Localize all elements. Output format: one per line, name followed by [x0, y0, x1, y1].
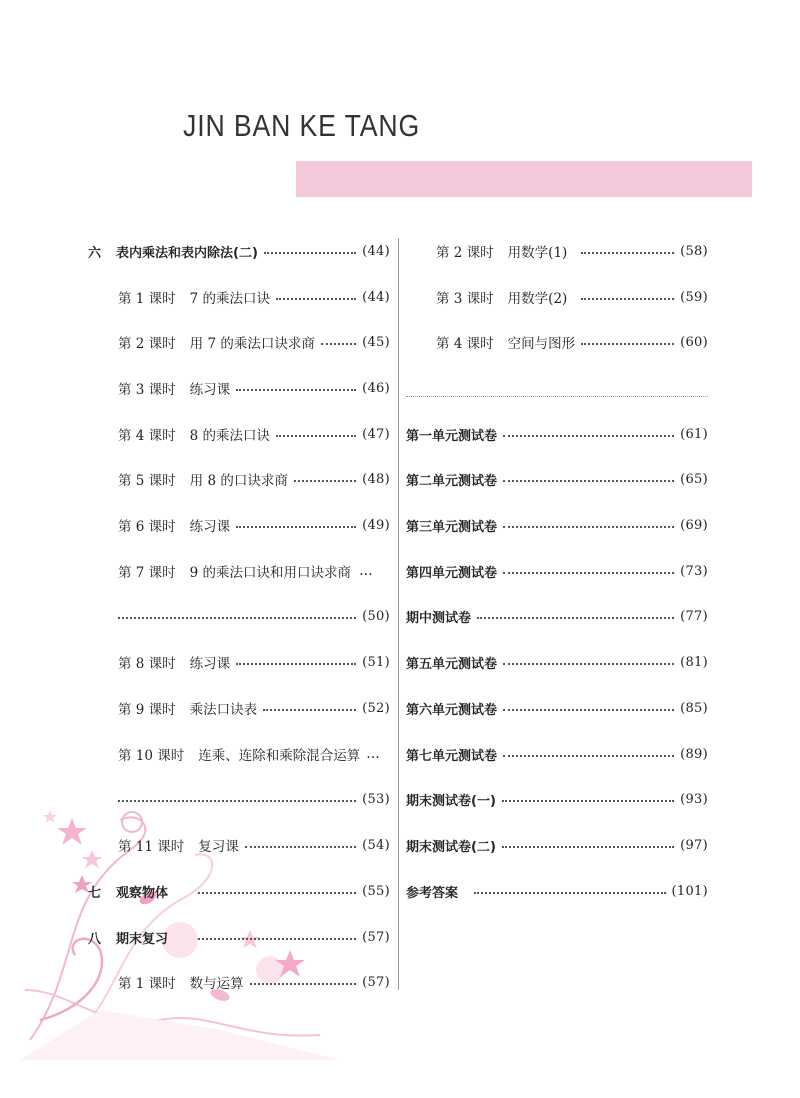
page-number: (53): [362, 791, 390, 807]
toc-lesson-11[interactable]: [118, 834, 390, 856]
lesson-label: 第 2 课时: [118, 336, 176, 352]
lesson-label: 第 1 课时: [118, 976, 176, 992]
lesson-title: 连乘、连除和乘除混合运算: [198, 748, 361, 764]
test-title: 第五单元测试卷: [406, 656, 498, 672]
page-number: (47): [362, 426, 390, 442]
dot-leader: [503, 655, 674, 665]
page-number: (54): [362, 837, 390, 853]
page-number: (77): [680, 608, 708, 624]
page-number: (65): [680, 471, 708, 487]
toc-lesson-1[interactable]: [118, 286, 390, 308]
chapter-number: 八: [88, 931, 102, 947]
lesson-label: 第 2 课时: [436, 245, 494, 261]
lesson-title: 9 的乘法口诀和用口诀求商: [189, 565, 352, 581]
chapter-number: 七: [88, 885, 102, 901]
dot-leader: [198, 930, 356, 940]
chapter-number: 六: [88, 245, 102, 261]
test-title: 第七单元测试卷: [406, 748, 498, 764]
page-number: (52): [362, 700, 390, 716]
page-number: (60): [680, 334, 708, 350]
lesson-title: 用数学(1): [507, 245, 568, 261]
page-number: (51): [362, 654, 390, 670]
page-number: (57): [362, 929, 390, 945]
page-number: (50): [362, 608, 390, 624]
toc-lesson-6[interactable]: [118, 514, 390, 536]
test-title: 第二单元测试卷: [406, 473, 498, 489]
dot-leader: [263, 701, 356, 711]
page-number: (81): [680, 654, 708, 670]
toc-test-unit-3[interactable]: [406, 514, 708, 536]
dot-leader: [503, 427, 674, 437]
toc-chapter-6[interactable]: [88, 240, 390, 262]
toc-review-lesson-3[interactable]: [436, 286, 708, 308]
page-number: (48): [362, 471, 390, 487]
toc-test-unit-1[interactable]: [406, 423, 708, 445]
dot-leader: [502, 838, 674, 848]
toc-lesson-9[interactable]: [118, 697, 390, 719]
test-title: 参考答案: [406, 885, 459, 901]
dot-leader: [502, 792, 674, 802]
toc-review-lesson-2[interactable]: [436, 240, 708, 262]
toc-test-unit-4[interactable]: [406, 560, 708, 582]
toc-test-midterm[interactable]: [406, 605, 708, 627]
lesson-label: 第 10 课时: [118, 748, 185, 764]
dot-leader: [245, 838, 356, 848]
lesson-label: 第 8 课时: [118, 656, 176, 672]
toc-lesson-10[interactable]: [118, 743, 390, 765]
dot-leader: [474, 884, 666, 894]
test-title: 第六单元测试卷: [406, 702, 498, 718]
lesson-title-continuation: …: [366, 746, 380, 762]
page-number: (73): [680, 563, 708, 579]
page-number: (49): [362, 517, 390, 533]
test-title: 期末测试卷(二): [406, 839, 496, 855]
page-number: (61): [680, 426, 708, 442]
lesson-title: 数与运算: [189, 976, 244, 992]
page-number: (58): [680, 243, 708, 259]
toc-lesson-2[interactable]: [118, 331, 390, 353]
dot-leader: [118, 792, 356, 802]
chapter-title: 表内乘法和表内除法(二): [116, 245, 258, 261]
section-separator: [406, 396, 708, 397]
toc-review-lesson-4[interactable]: [436, 331, 708, 353]
toc-lesson-7-page-line[interactable]: [118, 605, 390, 627]
dot-leader: [503, 747, 674, 757]
dot-leader: [236, 518, 356, 528]
toc-test-unit-6[interactable]: [406, 697, 708, 719]
dot-leader: [503, 701, 674, 711]
dot-leader: [321, 335, 356, 345]
dot-leader: [264, 244, 356, 254]
page-number: (57): [362, 974, 390, 990]
toc-chapter-7[interactable]: [88, 880, 390, 902]
dot-leader: [503, 518, 674, 528]
lesson-title: 复习课: [198, 839, 239, 855]
lesson-label: 第 3 课时: [436, 291, 494, 307]
lesson-label: 第 3 课时: [118, 382, 176, 398]
toc-review-lesson-1[interactable]: [118, 971, 390, 993]
column-divider: [398, 238, 399, 990]
lesson-label: 第 1 课时: [118, 291, 176, 307]
lesson-title: 用 8 的口诀求商: [189, 473, 288, 489]
lesson-label: 第 7 课时: [118, 565, 176, 581]
toc-test-unit-2[interactable]: [406, 468, 708, 490]
test-title: 第三单元测试卷: [406, 519, 498, 535]
lesson-label: 第 4 课时: [436, 336, 494, 352]
page-number: (55): [362, 883, 390, 899]
toc-lesson-3[interactable]: [118, 377, 390, 399]
lesson-label: 第 9 课时: [118, 702, 176, 718]
chapter-title: 观察物体: [116, 885, 169, 901]
page-header-title: JIN BAN KE TANG: [183, 108, 421, 143]
lesson-label: 第 5 课时: [118, 473, 176, 489]
lesson-title: 练习课: [189, 519, 231, 535]
dot-leader: [581, 244, 674, 254]
floral-ornament-decoration: [20, 790, 340, 1060]
toc-lesson-5[interactable]: [118, 468, 390, 490]
test-title: 期末测试卷(一): [406, 793, 496, 809]
dot-leader: [276, 290, 356, 300]
toc-lesson-4[interactable]: [118, 423, 390, 445]
dot-leader: [503, 472, 674, 482]
lesson-title: 空间与图形: [507, 336, 576, 352]
page-number: (97): [680, 837, 708, 853]
page-number: (93): [680, 791, 708, 807]
lesson-label: 第 6 课时: [118, 519, 176, 535]
toc-test-unit-5[interactable]: [406, 651, 708, 673]
dot-leader: [477, 609, 674, 619]
test-title: 期中测试卷: [406, 610, 472, 626]
dot-leader: [118, 609, 356, 619]
toc-lesson-7[interactable]: [118, 560, 390, 582]
page-number: (101): [671, 883, 708, 899]
dot-leader: [503, 564, 674, 574]
toc-lesson-10-page-line[interactable]: [118, 788, 390, 810]
lesson-label: 第 11 课时: [118, 839, 185, 855]
dot-leader: [276, 427, 356, 437]
page-number: (59): [680, 289, 708, 305]
lesson-title: 乘法口诀表: [189, 702, 258, 718]
test-title: 第一单元测试卷: [406, 428, 498, 444]
test-title: 第四单元测试卷: [406, 565, 498, 581]
page-number: (89): [680, 746, 708, 762]
lesson-title-continuation: …: [359, 563, 373, 579]
dot-leader: [581, 335, 674, 345]
page-number: (85): [680, 700, 708, 716]
page-number: (46): [362, 380, 390, 396]
dot-leader: [581, 290, 674, 300]
dot-leader: [294, 472, 356, 482]
dot-leader: [198, 884, 356, 894]
lesson-title: 练习课: [189, 656, 231, 672]
lesson-label: 第 4 课时: [118, 428, 176, 444]
lesson-title: 7 的乘法口诀: [189, 291, 271, 307]
chapter-title: 期末复习: [116, 931, 169, 947]
lesson-title: 用 7 的乘法口诀求商: [189, 336, 315, 352]
header-pink-band: [296, 161, 752, 197]
lesson-title: 用数学(2): [507, 291, 568, 307]
page-number: (69): [680, 517, 708, 533]
dot-leader: [236, 655, 356, 665]
dot-leader: [236, 381, 356, 391]
toc-test-unit-7[interactable]: [406, 743, 708, 765]
page-number: (45): [362, 334, 390, 350]
toc-test-final-1[interactable]: [406, 788, 708, 810]
lesson-title: 8 的乘法口诀: [189, 428, 271, 444]
page-number: (44): [362, 289, 390, 305]
dot-leader: [250, 975, 356, 985]
toc-answer-key[interactable]: [406, 880, 708, 902]
lesson-title: 练习课: [189, 382, 231, 398]
page-number: (44): [362, 243, 390, 259]
toc-chapter-8[interactable]: [88, 926, 390, 948]
toc-test-final-2[interactable]: [406, 834, 708, 856]
toc-lesson-8[interactable]: [118, 651, 390, 673]
